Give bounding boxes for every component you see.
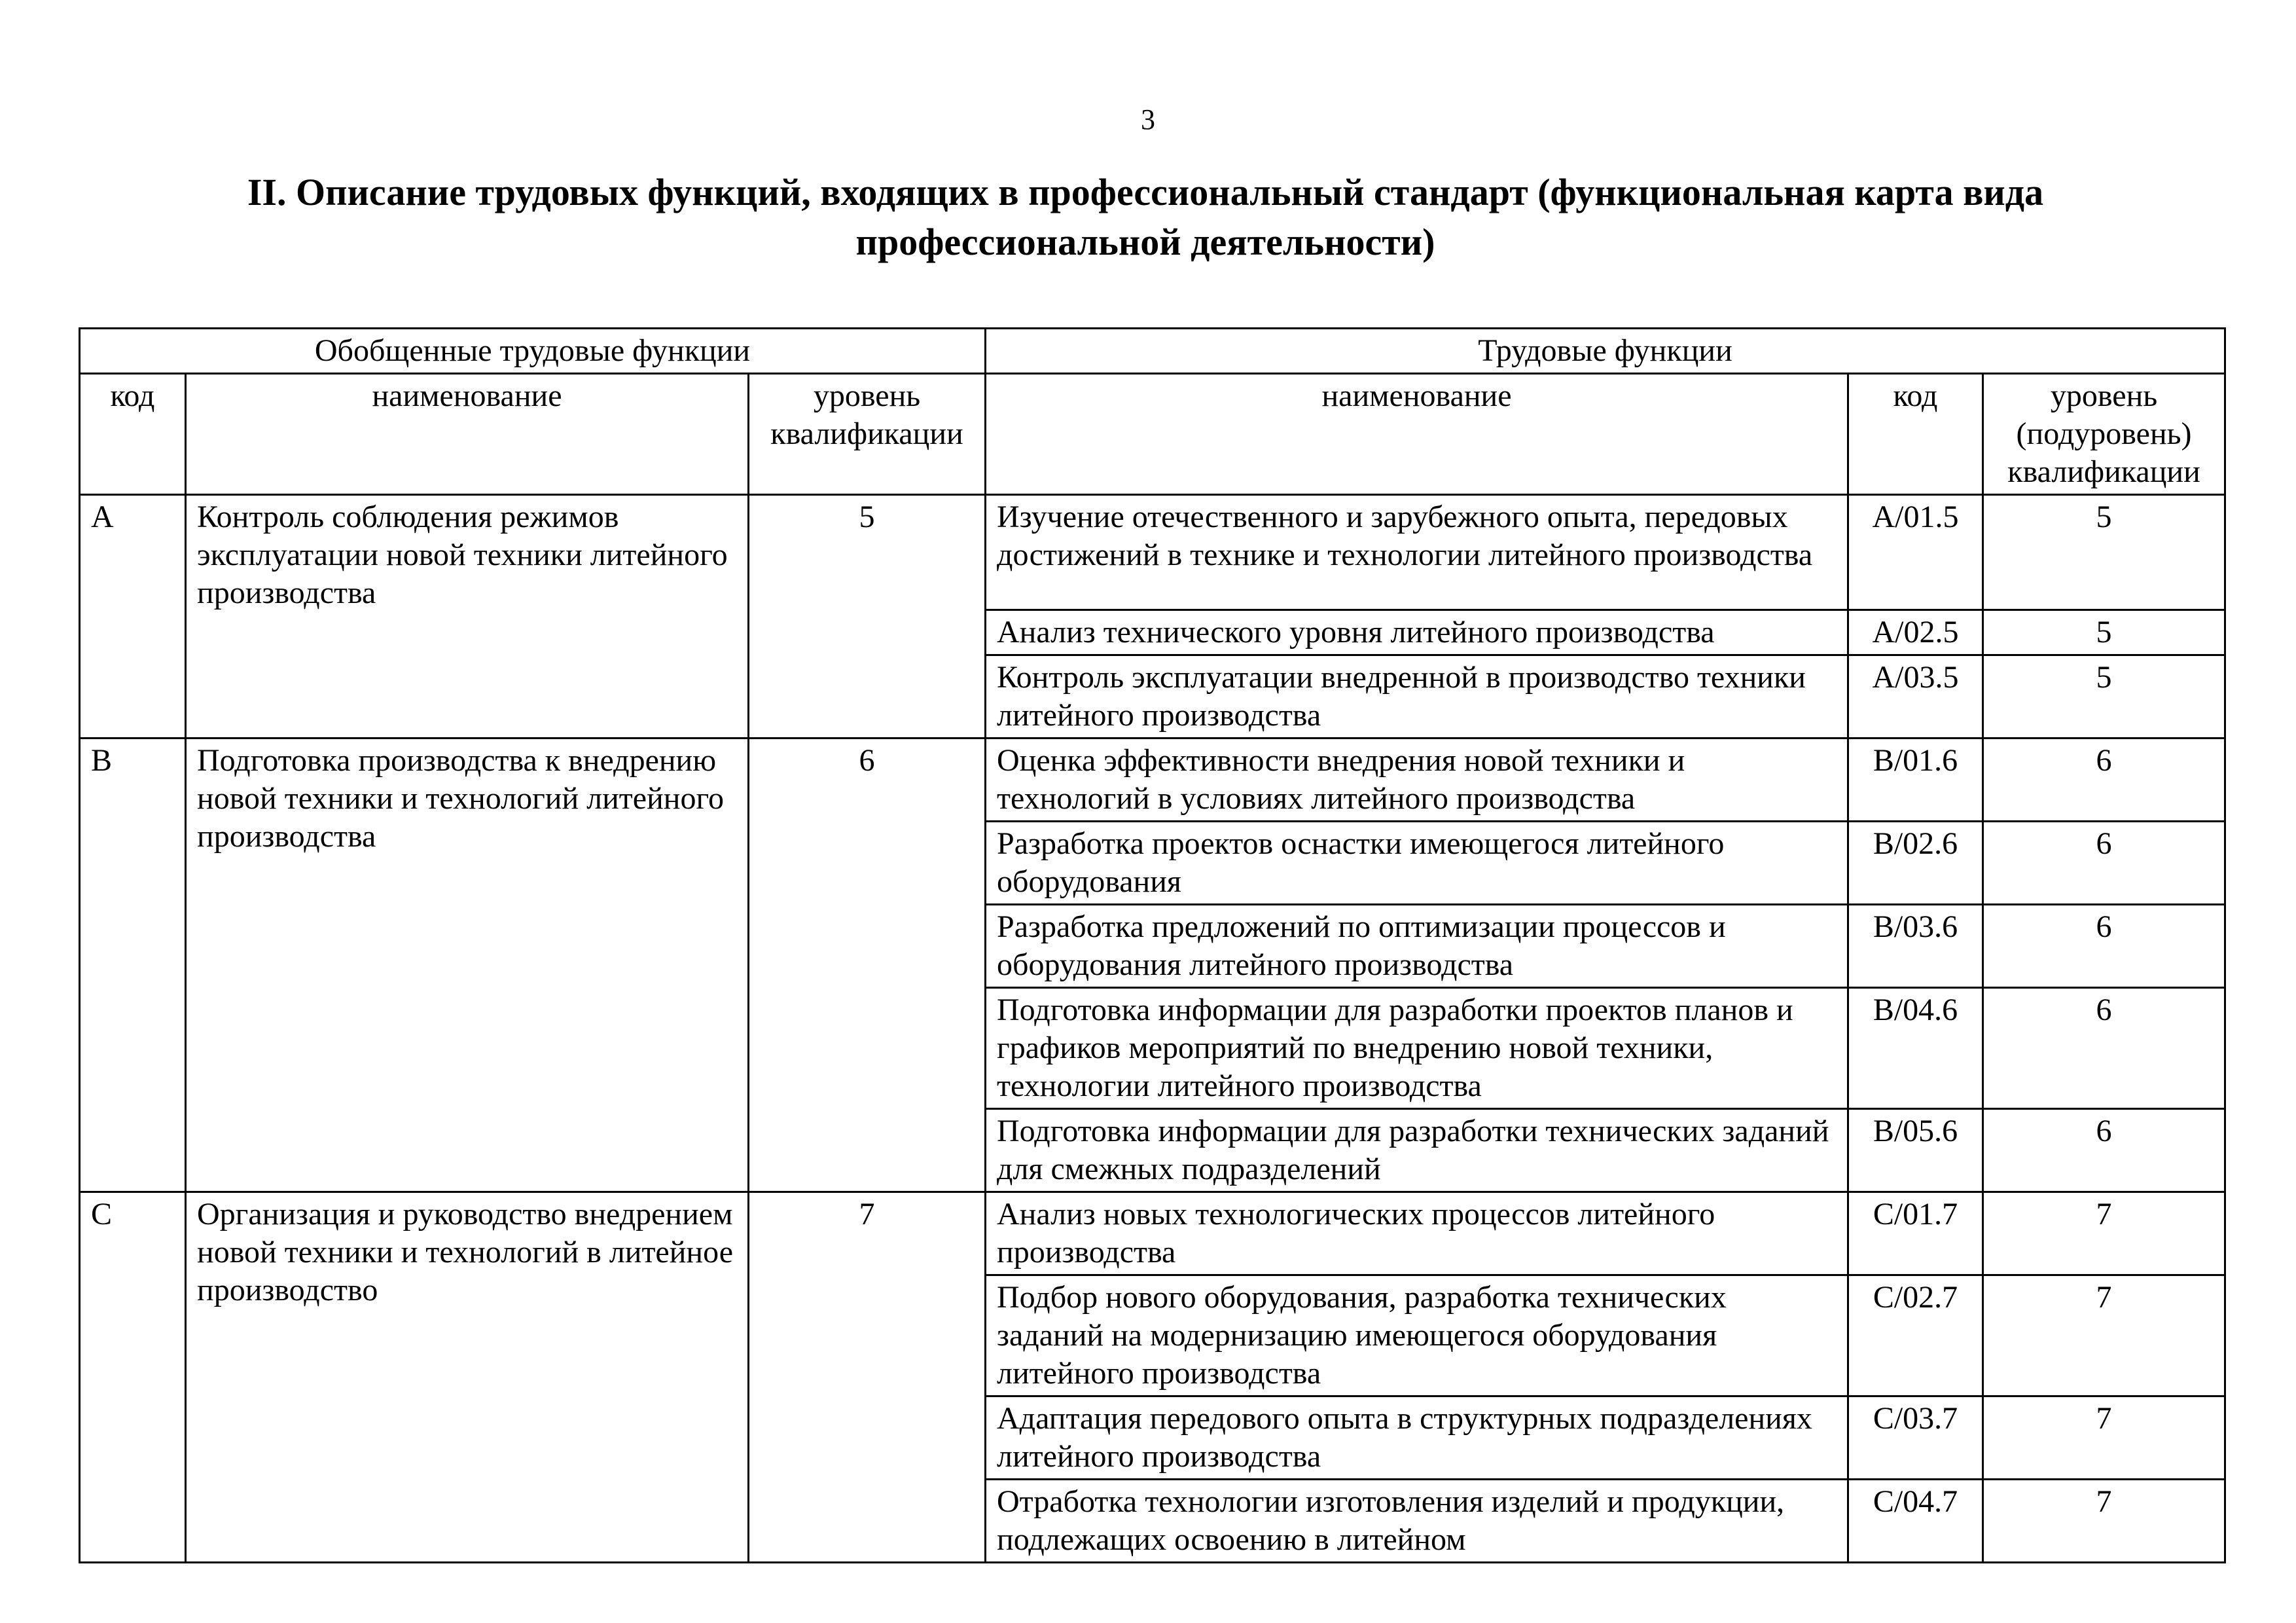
gen-level-cell: 7 bbox=[749, 1192, 986, 1563]
fn-name-cell: Анализ новых технологических процессов литейного производства bbox=[986, 1192, 1848, 1275]
fn-level-column-header: уровень (подуровень) квалификации bbox=[1983, 374, 2225, 495]
generalized-functions-header: Обобщенные трудовые функции bbox=[80, 329, 986, 374]
gen-level-cell: 5 bbox=[749, 495, 986, 739]
fn-level-cell: 6 bbox=[1983, 1109, 2225, 1192]
fn-code-cell: B/03.6 bbox=[1848, 905, 1983, 988]
fn-level-cell: 7 bbox=[1983, 1396, 2225, 1480]
fn-code-cell: C/04.7 bbox=[1848, 1480, 1983, 1563]
gen-level-cell: 6 bbox=[749, 739, 986, 1192]
fn-name-cell: Анализ технического уровня литейного производства bbox=[986, 610, 1848, 655]
fn-level-cell: 6 bbox=[1983, 905, 2225, 988]
fn-level-cell: 6 bbox=[1983, 988, 2225, 1109]
fn-code-cell: B/01.6 bbox=[1848, 739, 1983, 822]
section-title-line-2: профессиональной деятельности) bbox=[855, 221, 1435, 263]
fn-code-cell: A/01.5 bbox=[1848, 495, 1983, 610]
fn-level-cell: 5 bbox=[1983, 610, 2225, 655]
table-row bbox=[80, 1192, 2225, 1275]
fn-name-cell: Подготовка информации для разработки технических заданий для смежных подразделений bbox=[986, 1109, 1848, 1192]
labor-functions-header: Трудовые функции bbox=[986, 329, 2225, 374]
gen-code-cell: C bbox=[80, 1192, 186, 1563]
fn-name-cell: Контроль эксплуатации внедренной в производство техники литейного производства bbox=[986, 655, 1848, 739]
page-number: 3 bbox=[1141, 103, 1155, 136]
fn-code-cell: C/02.7 bbox=[1848, 1275, 1983, 1396]
fn-level-cell: 7 bbox=[1983, 1192, 2225, 1275]
fn-name-cell: Разработка предложений по оптимизации процессов и оборудования литейного производства bbox=[986, 905, 1848, 988]
gen-level-column-header: уровень квалификации bbox=[749, 374, 986, 495]
fn-name-cell: Оценка эффективности внедрения новой техники и технологий в условиях литейного производства bbox=[986, 739, 1848, 822]
fn-level-cell: 6 bbox=[1983, 739, 2225, 822]
fn-level-cell: 7 bbox=[1983, 1480, 2225, 1563]
section-title-line-1: II. Описание трудовых функций, входящих в профессиональный стандарт (функциональная карта вида bbox=[247, 171, 2044, 213]
gen-code-cell: B bbox=[80, 739, 186, 1192]
fn-code-cell: C/03.7 bbox=[1848, 1396, 1983, 1480]
fn-level-cell: 7 bbox=[1983, 1275, 2225, 1396]
fn-level-cell: 5 bbox=[1983, 495, 2225, 610]
fn-level-cell: 6 bbox=[1983, 822, 2225, 905]
fn-code-cell: A/03.5 bbox=[1848, 655, 1983, 739]
fn-name-cell: Адаптация передового опыта в структурных подразделениях литейного производства bbox=[986, 1396, 1848, 1480]
section-title bbox=[196, 168, 2094, 267]
fn-code-cell: C/01.7 bbox=[1848, 1192, 1983, 1275]
fn-name-cell: Изучение отечественного и зарубежного опыта, передовых достижений в технике и технологии литейного производства bbox=[986, 495, 1848, 610]
gen-name-column-header: наименование bbox=[186, 374, 749, 495]
table-row bbox=[80, 495, 2225, 610]
fn-code-column-header: код bbox=[1848, 374, 1983, 495]
fn-name-cell: Подготовка информации для разработки проектов планов и графиков мероприятий по внедрению новой техники, технологии литейного производства bbox=[986, 988, 1848, 1109]
table-row bbox=[80, 739, 2225, 822]
fn-code-cell: B/04.6 bbox=[1848, 988, 1983, 1109]
fn-name-column-header: наименование bbox=[986, 374, 1848, 495]
fn-level-cell: 5 bbox=[1983, 655, 2225, 739]
gen-code-cell: A bbox=[80, 495, 186, 739]
fn-code-cell: B/05.6 bbox=[1848, 1109, 1983, 1192]
gen-name-cell: Подготовка производства к внедрению новой техники и технологий литейного производства bbox=[186, 739, 749, 1192]
fn-code-cell: A/02.5 bbox=[1848, 610, 1983, 655]
fn-name-cell: Разработка проектов оснастки имеющегося литейного оборудования bbox=[986, 822, 1848, 905]
fn-name-cell: Отработка технологии изготовления изделий и продукции, подлежащих освоению в литейном bbox=[986, 1480, 1848, 1563]
fn-code-cell: B/02.6 bbox=[1848, 822, 1983, 905]
gen-name-cell: Контроль соблюдения режимов эксплуатации новой техники литейного производства bbox=[186, 495, 749, 739]
gen-name-cell: Организация и руководство внедрением новой техники и технологий в литейное производство bbox=[186, 1192, 749, 1563]
gen-code-column-header: код bbox=[80, 374, 186, 495]
functional-map-table bbox=[79, 327, 2226, 1563]
fn-name-cell: Подбор нового оборудования, разработка технических заданий на модернизацию имеющегося оборудования литейного производства bbox=[986, 1275, 1848, 1396]
